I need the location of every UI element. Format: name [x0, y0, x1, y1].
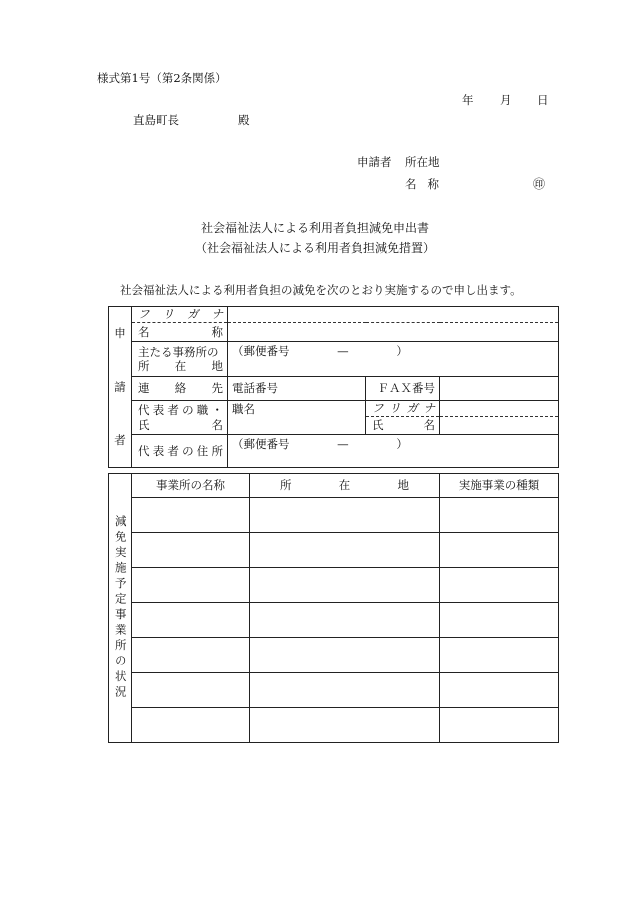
- facility-name-cell[interactable]: [132, 638, 250, 673]
- facility-address-cell[interactable]: [250, 638, 440, 673]
- form-number: 様式第1号（第2条関係）: [97, 71, 227, 85]
- service-type-cell[interactable]: [440, 708, 559, 743]
- facility-address-cell[interactable]: [250, 603, 440, 638]
- facility-address-cell[interactable]: [250, 533, 440, 568]
- seal-mark: ㊞: [533, 177, 546, 191]
- applicant-side-label: 申 請 者: [109, 307, 132, 468]
- office-address-field[interactable]: [228, 342, 559, 377]
- service-type-cell[interactable]: [440, 568, 559, 603]
- applicant-label: 申請者: [357, 155, 392, 169]
- facility-address-cell[interactable]: [250, 673, 440, 708]
- applicant-address-label: 所在地: [405, 155, 440, 169]
- facility-address-cell[interactable]: [250, 498, 440, 533]
- rep-name-field[interactable]: [440, 417, 559, 435]
- document-title: 社会福祉法人による利用者負担減免申出書: [200, 221, 429, 235]
- facility-name-cell[interactable]: [132, 498, 250, 533]
- phone-field[interactable]: [228, 377, 366, 401]
- office-address-label: 主たる事務所の 所 在 地: [132, 342, 228, 377]
- facility-name-cell[interactable]: [132, 708, 250, 743]
- corp-name-label: 名 称: [132, 323, 228, 342]
- facility-name-cell[interactable]: [132, 673, 250, 708]
- col-facility-name: 事業所の名称: [132, 474, 250, 498]
- fax-field[interactable]: [440, 377, 559, 401]
- col-service-type: 実施事業の種類: [440, 474, 559, 498]
- document-subtitle: （社会福祉法人による利用者負担減免措置）: [194, 241, 435, 255]
- addressee: 直島町長: [133, 113, 179, 127]
- furigana-label: フ リ ガ ナ: [132, 307, 228, 323]
- facility-address-cell[interactable]: [250, 708, 440, 743]
- rep-furigana-field[interactable]: [440, 401, 559, 417]
- service-type-cell[interactable]: [440, 638, 559, 673]
- applicant-table: [108, 306, 559, 468]
- furigana-field[interactable]: [228, 307, 559, 323]
- rep-furigana-label: フ リ ガ ナ: [366, 401, 440, 417]
- date-year: 年: [462, 93, 474, 107]
- intro-text: 社会福祉法人による利用者負担の減免を次のとおり実施するので申し出ます。: [120, 283, 522, 297]
- rep-postal-code-open: （郵便番号: [232, 437, 290, 451]
- service-type-cell[interactable]: [440, 533, 559, 568]
- date-month: 月: [500, 93, 512, 107]
- corp-name-field[interactable]: [228, 323, 559, 342]
- honorific: 殿: [238, 113, 250, 127]
- facility-name-cell[interactable]: [132, 603, 250, 638]
- col-facility-address: 所 在 地: [250, 474, 440, 498]
- service-type-cell[interactable]: [440, 498, 559, 533]
- rep-postal-code-close: ）: [396, 437, 408, 451]
- applicant-name-label: 名 称: [405, 177, 439, 191]
- representative-label: 代 表 者 の 職 ・ 氏 名: [132, 401, 228, 435]
- service-type-cell[interactable]: [440, 673, 559, 708]
- facility-address-cell[interactable]: [250, 568, 440, 603]
- post-title-field[interactable]: [228, 401, 366, 435]
- rep-address-label: 代 表 者 の 住 所: [132, 435, 228, 468]
- facility-name-cell[interactable]: [132, 568, 250, 603]
- facilities-side-label: 減免実施予定事業所の状況: [109, 474, 132, 743]
- post-title-label: 職名: [232, 402, 255, 416]
- rep-name-label: 氏 名: [366, 417, 440, 435]
- postal-code-dash: —: [337, 344, 349, 358]
- contact-label: 連 絡 先: [132, 377, 228, 401]
- date-day: 日: [537, 93, 549, 107]
- rep-postal-code-dash: —: [337, 437, 349, 451]
- rep-address-field[interactable]: [228, 435, 559, 468]
- fax-label: ＦＡＸ番号: [366, 377, 440, 401]
- facilities-table: [108, 473, 559, 743]
- facility-name-cell[interactable]: [132, 533, 250, 568]
- postal-code-close: ）: [396, 344, 408, 358]
- phone-label: 電話番号: [232, 381, 278, 396]
- postal-code-open: （郵便番号: [232, 344, 290, 358]
- service-type-cell[interactable]: [440, 603, 559, 638]
